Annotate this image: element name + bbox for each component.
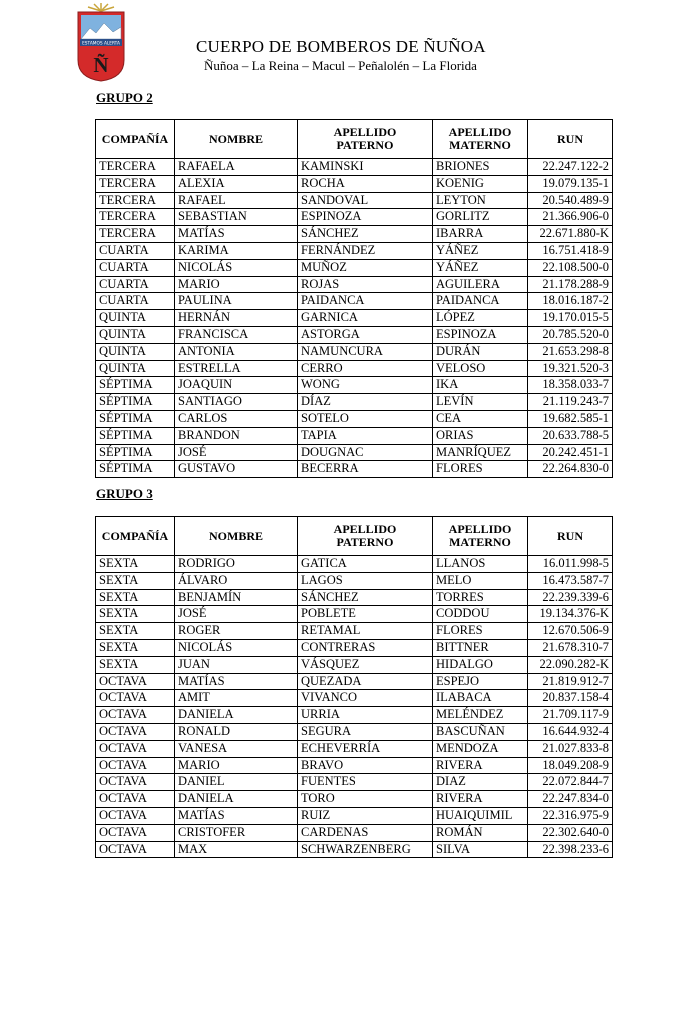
cell-compania: TERCERA — [96, 159, 175, 176]
cell-compania: CUARTA — [96, 276, 175, 293]
cell-nombre: RAFAELA — [175, 159, 298, 176]
cell-apellido-paterno: RUIZ — [298, 807, 433, 824]
column-header-run: RUN — [528, 517, 613, 556]
cell-nombre: MATÍAS — [175, 673, 298, 690]
cell-nombre: BRANDON — [175, 427, 298, 444]
cell-apellido-paterno: WONG — [298, 377, 433, 394]
cell-apellido-paterno: ASTORGA — [298, 326, 433, 343]
cell-run: 22.302.640-0 — [528, 824, 613, 841]
cell-compania: OCTAVA — [96, 740, 175, 757]
table-row — [96, 807, 613, 824]
cell-run: 22.247.122-2 — [528, 159, 613, 176]
cell-compania: SEXTA — [96, 639, 175, 656]
cell-nombre: CRISTOFER — [175, 824, 298, 841]
cell-apellido-materno: BITTNER — [433, 639, 528, 656]
group-title-grupo-3: GRUPO 3 — [96, 486, 153, 501]
table-row — [96, 360, 613, 377]
table-row — [96, 259, 613, 276]
cell-run: 20.242.451-1 — [528, 444, 613, 461]
cell-compania: SÉPTIMA — [96, 461, 175, 478]
cell-apellido-materno: ESPINOZA — [433, 326, 528, 343]
cell-nombre: CARLOS — [175, 410, 298, 427]
cell-apellido-materno: RIVERA — [433, 791, 528, 808]
table-row — [96, 226, 613, 243]
table-header-row — [96, 120, 613, 159]
cell-apellido-paterno: POBLETE — [298, 606, 433, 623]
table-row — [96, 690, 613, 707]
table-row — [96, 589, 613, 606]
cell-apellido-materno: RIVERA — [433, 757, 528, 774]
cell-compania: SEXTA — [96, 623, 175, 640]
cell-apellido-paterno: DOUGNAC — [298, 444, 433, 461]
roster-table-grupo-3 — [95, 516, 613, 858]
cell-compania: OCTAVA — [96, 807, 175, 824]
table-row — [96, 310, 613, 327]
cell-compania: QUINTA — [96, 360, 175, 377]
cell-compania: OCTAVA — [96, 841, 175, 858]
cell-apellido-paterno: PAIDANCA — [298, 293, 433, 310]
cell-nombre: GUSTAVO — [175, 461, 298, 478]
table-row — [96, 673, 613, 690]
cell-run: 19.170.015-5 — [528, 310, 613, 327]
cell-apellido-materno: FLORES — [433, 461, 528, 478]
cell-apellido-paterno: ROCHA — [298, 175, 433, 192]
cell-compania: OCTAVA — [96, 707, 175, 724]
cell-compania: QUINTA — [96, 326, 175, 343]
cell-apellido-materno: ORIAS — [433, 427, 528, 444]
cell-apellido-materno: HIDALGO — [433, 656, 528, 673]
cell-nombre: ALEXIA — [175, 175, 298, 192]
cell-compania: SÉPTIMA — [96, 410, 175, 427]
cell-apellido-materno: SILVA — [433, 841, 528, 858]
cell-compania: SÉPTIMA — [96, 427, 175, 444]
cell-compania: SÉPTIMA — [96, 394, 175, 411]
cell-run: 18.049.208-9 — [528, 757, 613, 774]
cell-nombre: VANESA — [175, 740, 298, 757]
cell-apellido-materno: TORRES — [433, 589, 528, 606]
cell-compania: OCTAVA — [96, 824, 175, 841]
table-row — [96, 444, 613, 461]
cell-apellido-paterno: QUEZADA — [298, 673, 433, 690]
cell-apellido-paterno: GARNICA — [298, 310, 433, 327]
cell-nombre: MAX — [175, 841, 298, 858]
cell-nombre: ANTONIA — [175, 343, 298, 360]
cell-compania: OCTAVA — [96, 723, 175, 740]
cell-run: 22.671.880-K — [528, 226, 613, 243]
table-row — [96, 656, 613, 673]
cell-run: 22.316.975-9 — [528, 807, 613, 824]
cell-nombre: ROGER — [175, 623, 298, 640]
column-header-compania: COMPAÑÍA — [96, 517, 175, 556]
cell-run: 22.264.830-0 — [528, 461, 613, 478]
table-row — [96, 723, 613, 740]
cell-nombre: PAULINA — [175, 293, 298, 310]
table-row — [96, 623, 613, 640]
cell-run: 21.366.906-0 — [528, 209, 613, 226]
cell-run: 19.321.520-3 — [528, 360, 613, 377]
cell-compania: OCTAVA — [96, 757, 175, 774]
cell-apellido-materno: LEYTON — [433, 192, 528, 209]
cell-compania: QUINTA — [96, 310, 175, 327]
cell-apellido-materno: MELO — [433, 572, 528, 589]
cell-apellido-paterno: NAMUNCURA — [298, 343, 433, 360]
cell-run: 21.027.833-8 — [528, 740, 613, 757]
cell-run: 16.644.932-4 — [528, 723, 613, 740]
cell-nombre: RAFAEL — [175, 192, 298, 209]
cell-apellido-paterno: TAPIA — [298, 427, 433, 444]
cell-run: 20.785.520-0 — [528, 326, 613, 343]
cell-apellido-paterno: CARDENAS — [298, 824, 433, 841]
cell-apellido-materno: DURÁN — [433, 343, 528, 360]
cell-nombre: ÁLVARO — [175, 572, 298, 589]
cell-apellido-paterno: GATICA — [298, 556, 433, 573]
column-header-apellido-materno: APELLIDO MATERNO — [433, 120, 528, 159]
roster-table-grupo-2 — [95, 119, 613, 478]
cell-compania: SEXTA — [96, 656, 175, 673]
cell-nombre: MATÍAS — [175, 807, 298, 824]
cell-apellido-materno: PAIDANCA — [433, 293, 528, 310]
cell-run: 22.247.834-0 — [528, 791, 613, 808]
cell-apellido-paterno: ESPINOZA — [298, 209, 433, 226]
cell-nombre: JOSÉ — [175, 444, 298, 461]
svg-text:Ñ: Ñ — [93, 53, 109, 77]
table-row — [96, 175, 613, 192]
cell-run: 21.653.298-8 — [528, 343, 613, 360]
table-row — [96, 639, 613, 656]
cell-run: 12.670.506-9 — [528, 623, 613, 640]
cell-apellido-paterno: CONTRERAS — [298, 639, 433, 656]
table-row — [96, 343, 613, 360]
cell-apellido-paterno: CERRO — [298, 360, 433, 377]
cell-nombre: DANIELA — [175, 707, 298, 724]
cell-apellido-paterno: TORO — [298, 791, 433, 808]
cell-apellido-materno: GORLITZ — [433, 209, 528, 226]
cell-nombre: MARIO — [175, 276, 298, 293]
cell-run: 18.358.033-7 — [528, 377, 613, 394]
cell-apellido-materno: LÓPEZ — [433, 310, 528, 327]
cell-run: 19.682.585-1 — [528, 410, 613, 427]
table-row — [96, 326, 613, 343]
cell-apellido-materno: IKA — [433, 377, 528, 394]
table-row — [96, 394, 613, 411]
table-row — [96, 774, 613, 791]
table-row — [96, 209, 613, 226]
cell-apellido-paterno: ROJAS — [298, 276, 433, 293]
cell-run: 19.134.376-K — [528, 606, 613, 623]
cell-nombre: DANIEL — [175, 774, 298, 791]
cell-run: 18.016.187-2 — [528, 293, 613, 310]
column-header-apellido-materno: APELLIDO MATERNO — [433, 517, 528, 556]
cell-run: 20.837.158-4 — [528, 690, 613, 707]
cell-apellido-materno: YÁÑEZ — [433, 242, 528, 259]
document-title: CUERPO DE BOMBEROS DE ÑUÑOA — [196, 37, 486, 56]
table-row — [96, 427, 613, 444]
table-row — [96, 757, 613, 774]
table-row — [96, 461, 613, 478]
cell-apellido-materno: ROMÁN — [433, 824, 528, 841]
table-row — [96, 293, 613, 310]
cell-apellido-paterno: KAMINSKI — [298, 159, 433, 176]
cell-apellido-materno: MELÉNDEZ — [433, 707, 528, 724]
column-header-compania: COMPAÑÍA — [96, 120, 175, 159]
cell-compania: SEXTA — [96, 572, 175, 589]
cell-nombre: RODRIGO — [175, 556, 298, 573]
cell-run: 21.709.117-9 — [528, 707, 613, 724]
group-title-grupo-2: GRUPO 2 — [96, 90, 153, 105]
table-row — [96, 841, 613, 858]
cell-run: 21.178.288-9 — [528, 276, 613, 293]
table-row — [96, 556, 613, 573]
cell-nombre: DANIELA — [175, 791, 298, 808]
cell-nombre: MATÍAS — [175, 226, 298, 243]
cell-apellido-materno: CODDOU — [433, 606, 528, 623]
cell-nombre: JUAN — [175, 656, 298, 673]
cell-apellido-materno: FLORES — [433, 623, 528, 640]
cell-apellido-materno: ILABACA — [433, 690, 528, 707]
cell-compania: QUINTA — [96, 343, 175, 360]
cell-nombre: HERNÁN — [175, 310, 298, 327]
cell-apellido-materno: YÁÑEZ — [433, 259, 528, 276]
cell-nombre: SANTIAGO — [175, 394, 298, 411]
table-header-row — [96, 517, 613, 556]
cell-apellido-paterno: DÍAZ — [298, 394, 433, 411]
cell-run: 22.090.282-K — [528, 656, 613, 673]
cell-nombre: MARIO — [175, 757, 298, 774]
cell-compania: SEXTA — [96, 589, 175, 606]
cell-apellido-materno: ESPEJO — [433, 673, 528, 690]
column-header-apellido-paterno: APELLIDO PATERNO — [298, 120, 433, 159]
cell-compania: SEXTA — [96, 556, 175, 573]
cell-compania: TERCERA — [96, 209, 175, 226]
cell-apellido-paterno: SÁNCHEZ — [298, 226, 433, 243]
cell-run: 20.540.489-9 — [528, 192, 613, 209]
cell-apellido-materno: VELOSO — [433, 360, 528, 377]
cell-run: 22.398.233-6 — [528, 841, 613, 858]
cell-apellido-materno: IBARRA — [433, 226, 528, 243]
table-row — [96, 606, 613, 623]
cell-apellido-materno: LEVÍN — [433, 394, 528, 411]
cell-compania: TERCERA — [96, 175, 175, 192]
cell-apellido-paterno: SEGURA — [298, 723, 433, 740]
cell-run: 16.751.418-9 — [528, 242, 613, 259]
cell-compania: OCTAVA — [96, 673, 175, 690]
cell-apellido-materno: MANRÍQUEZ — [433, 444, 528, 461]
cell-compania: OCTAVA — [96, 791, 175, 808]
cell-apellido-materno: CEA — [433, 410, 528, 427]
cell-nombre: SEBASTIAN — [175, 209, 298, 226]
column-header-run: RUN — [528, 120, 613, 159]
cell-apellido-materno: KOENIG — [433, 175, 528, 192]
cell-compania: OCTAVA — [96, 690, 175, 707]
cell-apellido-paterno: MUÑOZ — [298, 259, 433, 276]
cell-run: 21.819.912-7 — [528, 673, 613, 690]
cell-apellido-paterno: SANDOVAL — [298, 192, 433, 209]
cell-apellido-paterno: FERNÁNDEZ — [298, 242, 433, 259]
column-header-nombre: NOMBRE — [175, 120, 298, 159]
cell-run: 16.473.587-7 — [528, 572, 613, 589]
cell-compania: OCTAVA — [96, 774, 175, 791]
table-row — [96, 159, 613, 176]
cell-apellido-paterno: BRAVO — [298, 757, 433, 774]
table-row — [96, 377, 613, 394]
cell-run: 21.119.243-7 — [528, 394, 613, 411]
cell-compania: SEXTA — [96, 606, 175, 623]
cell-compania: CUARTA — [96, 259, 175, 276]
cell-apellido-paterno: SCHWARZENBERG — [298, 841, 433, 858]
cell-nombre: FRANCISCA — [175, 326, 298, 343]
cell-apellido-paterno: FUENTES — [298, 774, 433, 791]
table-row — [96, 707, 613, 724]
cell-compania: TERCERA — [96, 226, 175, 243]
cell-apellido-paterno: RETAMAL — [298, 623, 433, 640]
table-row — [96, 410, 613, 427]
fire-department-crest-logo — [76, 2, 126, 82]
cell-compania: CUARTA — [96, 293, 175, 310]
cell-apellido-materno: BASCUÑAN — [433, 723, 528, 740]
svg-text:ESTAMOS ALERTA: ESTAMOS ALERTA — [82, 41, 120, 47]
cell-nombre: KARIMA — [175, 242, 298, 259]
cell-apellido-paterno: SOTELO — [298, 410, 433, 427]
cell-nombre: JOSÉ — [175, 606, 298, 623]
cell-apellido-paterno: BECERRA — [298, 461, 433, 478]
cell-apellido-paterno: ECHEVERRÍA — [298, 740, 433, 757]
table-row — [96, 276, 613, 293]
cell-nombre: AMIT — [175, 690, 298, 707]
cell-apellido-materno: MENDOZA — [433, 740, 528, 757]
cell-run: 19.079.135-1 — [528, 175, 613, 192]
cell-nombre: RONALD — [175, 723, 298, 740]
column-header-nombre: NOMBRE — [175, 517, 298, 556]
cell-run: 22.108.500-0 — [528, 259, 613, 276]
cell-nombre: BENJAMÍN — [175, 589, 298, 606]
table-row — [96, 740, 613, 757]
cell-nombre: NICOLÁS — [175, 639, 298, 656]
cell-run: 22.072.844-7 — [528, 774, 613, 791]
cell-run: 21.678.310-7 — [528, 639, 613, 656]
cell-nombre: ESTRELLA — [175, 360, 298, 377]
cell-compania: SÉPTIMA — [96, 377, 175, 394]
table-row — [96, 824, 613, 841]
document-subtitle: Ñuñoa – La Reina – Macul – Peñalolén – La Florida — [204, 58, 477, 73]
cell-apellido-materno: BRIONES — [433, 159, 528, 176]
cell-apellido-materno: DIAZ — [433, 774, 528, 791]
cell-apellido-paterno: URRIA — [298, 707, 433, 724]
cell-apellido-materno: AGUILERA — [433, 276, 528, 293]
cell-run: 20.633.788-5 — [528, 427, 613, 444]
table-row — [96, 791, 613, 808]
cell-apellido-paterno: SÁNCHEZ — [298, 589, 433, 606]
cell-apellido-materno: HUAIQUIMIL — [433, 807, 528, 824]
cell-apellido-materno: LLANOS — [433, 556, 528, 573]
cell-apellido-paterno: VIVANCO — [298, 690, 433, 707]
cell-apellido-paterno: LAGOS — [298, 572, 433, 589]
cell-compania: TERCERA — [96, 192, 175, 209]
cell-compania: CUARTA — [96, 242, 175, 259]
cell-run: 16.011.998-5 — [528, 556, 613, 573]
table-row — [96, 572, 613, 589]
cell-nombre: NICOLÁS — [175, 259, 298, 276]
cell-apellido-paterno: VÁSQUEZ — [298, 656, 433, 673]
column-header-apellido-paterno: APELLIDO PATERNO — [298, 517, 433, 556]
cell-compania: SÉPTIMA — [96, 444, 175, 461]
cell-run: 22.239.339-6 — [528, 589, 613, 606]
cell-nombre: JOAQUIN — [175, 377, 298, 394]
table-row — [96, 192, 613, 209]
table-row — [96, 242, 613, 259]
